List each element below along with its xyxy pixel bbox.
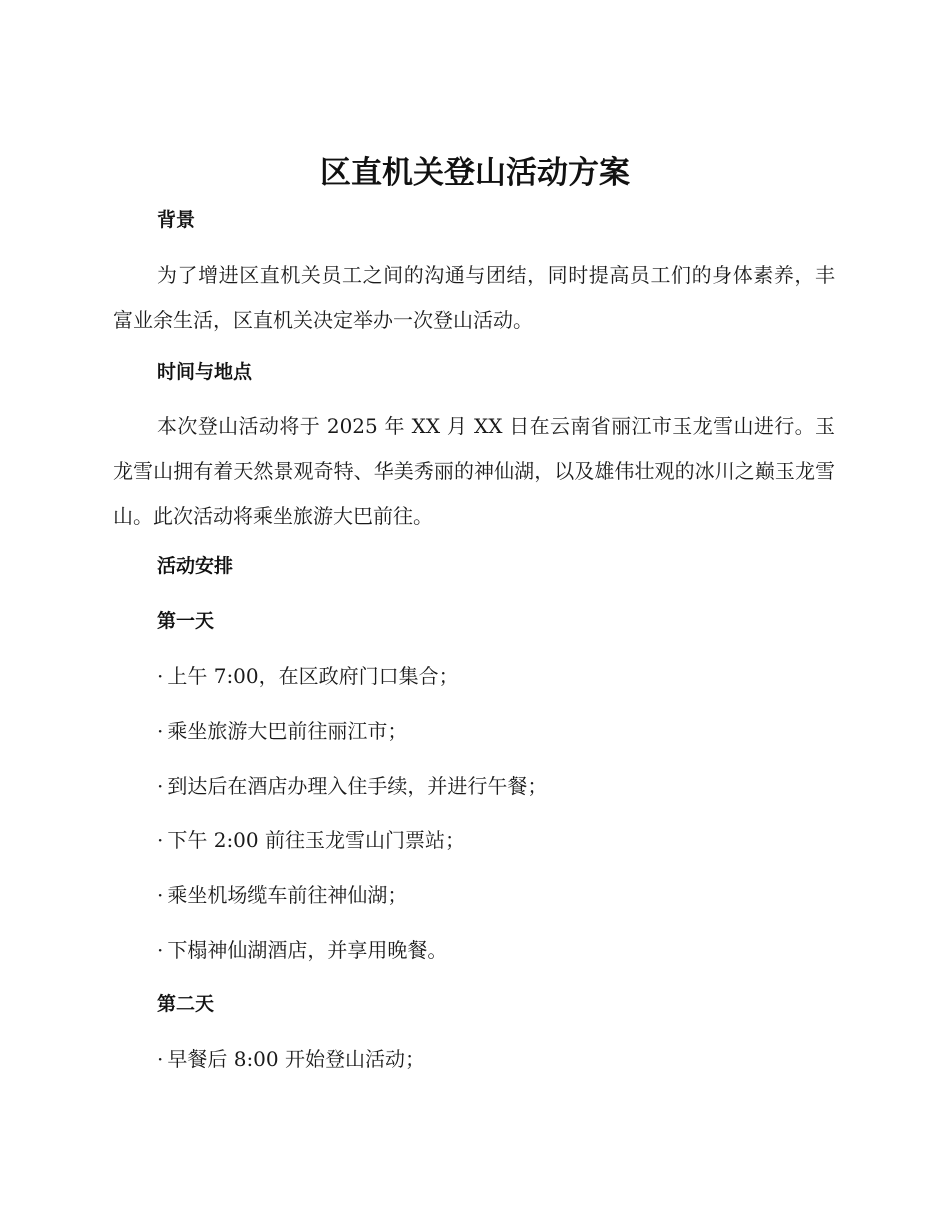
list-item-text: 早餐后 8:00 开始登山活动； [167, 1047, 425, 1071]
bullet-icon: · [157, 883, 164, 907]
list-item-text: 下午 2:00 前往玉龙雪山门票站； [167, 828, 465, 852]
time-place-paragraph: 本次登山活动将于 2025 年 XX 月 XX 日在云南省丽江市玉龙雪山进行。玉龙雪山拥有着天然景观奇特、华美秀丽的神仙湖，以及雄伟壮观的冰川之巅玉龙雪山。此次活动将乘坐旅游大巴前往。 [113, 414, 835, 528]
bullet-icon: · [157, 938, 164, 962]
bullet-icon: · [157, 828, 164, 852]
day1-heading: 第一天 [157, 610, 215, 632]
bullet-icon: · [157, 719, 164, 743]
day2-heading: 第二天 [157, 993, 215, 1015]
list-item-text: 上午 7:00，在区政府门口集合； [167, 664, 459, 688]
section-heading-background: 背景 [157, 209, 196, 231]
list-item [157, 935, 447, 965]
list-item [157, 661, 459, 691]
list-item-text: 到达后在酒店办理入住手续，并进行午餐； [167, 774, 548, 798]
list-item-text: 乘坐旅游大巴前往丽江市； [167, 719, 408, 743]
document-title: 区直机关登山活动方案 [320, 155, 630, 191]
bullet-icon: · [157, 774, 164, 798]
section-heading-schedule: 活动安排 [157, 555, 234, 577]
background-paragraph: 为了增进区直机关员工之间的沟通与团结，同时提高员工们的身体素养，丰富业余生活，区直机关决定举办一次登山活动。 [113, 263, 835, 332]
list-item-text: 下榻神仙湖酒店，并享用晚餐。 [167, 938, 448, 962]
list-item [157, 771, 547, 801]
bullet-icon: · [157, 1047, 164, 1071]
section-heading-time-place: 时间与地点 [157, 361, 253, 383]
list-item [157, 825, 465, 855]
bullet-icon: · [157, 664, 164, 688]
list-item [157, 716, 407, 746]
list-item [157, 1044, 425, 1074]
list-item [157, 880, 407, 910]
list-item-text: 乘坐机场缆车前往神仙湖； [167, 883, 408, 907]
